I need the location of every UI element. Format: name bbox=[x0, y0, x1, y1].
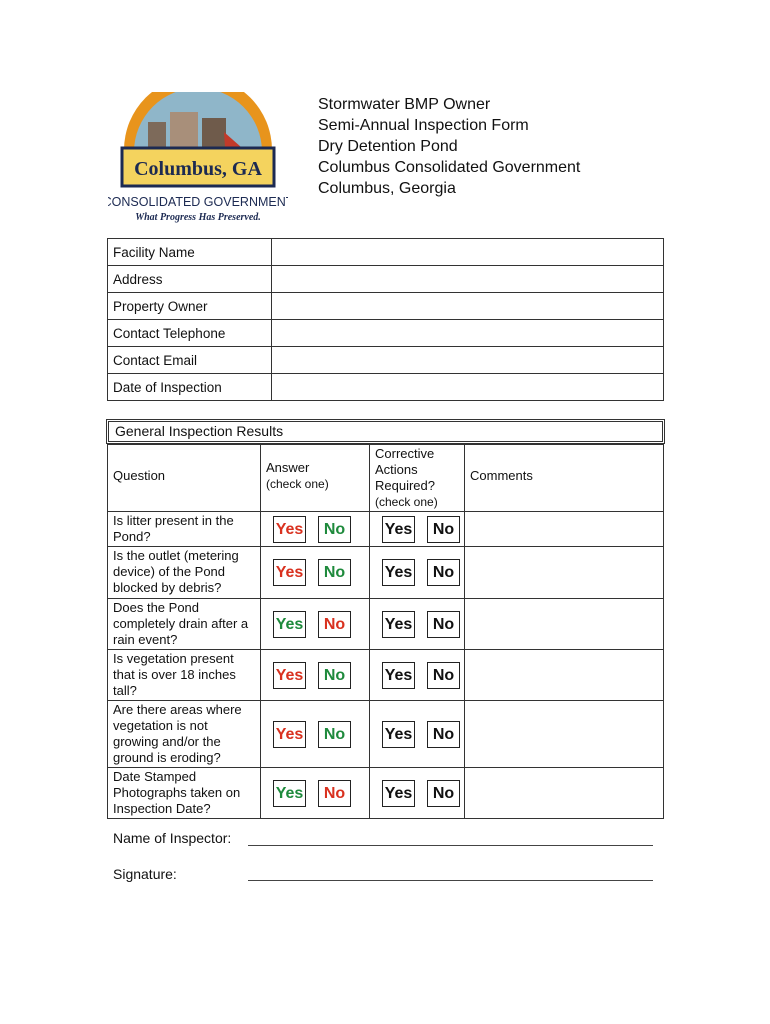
contact-email-field[interactable] bbox=[272, 347, 664, 374]
info-row bbox=[108, 239, 664, 266]
answer-header-note: (check one) bbox=[266, 477, 329, 491]
question-text: Date Stamped Photographs taken on Inspection Date? bbox=[108, 768, 261, 819]
answer-options bbox=[273, 611, 365, 638]
corrective-yes-box[interactable]: Yes bbox=[382, 780, 415, 807]
signature-label: Signature: bbox=[113, 866, 177, 882]
corrective-no-box[interactable]: No bbox=[427, 516, 460, 543]
answer-options bbox=[273, 662, 365, 689]
inspector-name-label: Name of Inspector: bbox=[113, 830, 232, 846]
comments-field[interactable] bbox=[465, 650, 664, 701]
info-row bbox=[108, 374, 664, 401]
answer-header bbox=[261, 445, 370, 512]
question-text: Does the Pond completely drain after a rain event? bbox=[108, 599, 261, 650]
signature-line[interactable] bbox=[248, 880, 653, 881]
inspection-row bbox=[108, 650, 664, 701]
facility-name-label: Facility Name bbox=[108, 239, 272, 266]
corrective-yes-box[interactable]: Yes bbox=[382, 611, 415, 638]
address-label: Address bbox=[108, 266, 272, 293]
answer-no-box[interactable]: No bbox=[318, 662, 351, 689]
question-text: Is the outlet (metering device) of the Pond blocked by debris? bbox=[108, 547, 261, 599]
answer-cell bbox=[261, 599, 370, 650]
answer-options bbox=[273, 516, 365, 543]
corrective-yes-box[interactable]: Yes bbox=[382, 516, 415, 543]
corrective-yes-box[interactable]: Yes bbox=[382, 662, 415, 689]
corrective-header-note: (check one) bbox=[375, 495, 438, 509]
results-body bbox=[108, 512, 664, 819]
answer-yes-box[interactable]: Yes bbox=[273, 662, 306, 689]
corrective-cell bbox=[370, 768, 465, 819]
corrective-cell bbox=[370, 512, 465, 547]
info-row bbox=[108, 266, 664, 293]
facility-name-field[interactable] bbox=[272, 239, 664, 266]
question-text: Is vegetation present that is over 18 inches tall? bbox=[108, 650, 261, 701]
comments-field[interactable] bbox=[465, 599, 664, 650]
inspection-results-table bbox=[107, 444, 664, 819]
title-line: Columbus Consolidated Government bbox=[318, 159, 581, 176]
answer-options bbox=[273, 780, 365, 807]
answer-yes-box[interactable]: Yes bbox=[273, 516, 306, 543]
corrective-no-box[interactable]: No bbox=[427, 662, 460, 689]
results-title: General Inspection Results bbox=[108, 421, 663, 442]
comments-field[interactable] bbox=[465, 701, 664, 768]
corrective-no-box[interactable]: No bbox=[427, 611, 460, 638]
answer-yes-box[interactable]: Yes bbox=[273, 780, 306, 807]
title-line: Dry Detention Pond bbox=[318, 138, 458, 155]
answer-no-box[interactable]: No bbox=[318, 611, 351, 638]
corrective-options bbox=[382, 559, 460, 586]
property-owner-field[interactable] bbox=[272, 293, 664, 320]
logo-line1: CONSOLIDATED GOVERNMENT bbox=[108, 195, 288, 209]
address-field[interactable] bbox=[272, 266, 664, 293]
answer-header-label: Answer bbox=[266, 460, 310, 475]
corrective-options bbox=[382, 611, 460, 638]
answer-cell bbox=[261, 768, 370, 819]
comments-field[interactable] bbox=[465, 768, 664, 819]
columbus-logo bbox=[108, 92, 288, 227]
title-line: Columbus, Georgia bbox=[318, 180, 456, 197]
corrective-header bbox=[370, 445, 465, 512]
comments-field[interactable] bbox=[465, 547, 664, 599]
answer-no-box[interactable]: No bbox=[318, 780, 351, 807]
property-owner-label: Property Owner bbox=[108, 293, 272, 320]
question-header: Question bbox=[108, 445, 261, 512]
form-title-block bbox=[318, 94, 580, 199]
inspection-row bbox=[108, 768, 664, 819]
answer-options bbox=[273, 559, 365, 586]
corrective-no-box[interactable]: No bbox=[427, 780, 460, 807]
date-of-inspection-field[interactable] bbox=[272, 374, 664, 401]
answer-options bbox=[273, 721, 365, 748]
corrective-yes-box[interactable]: Yes bbox=[382, 559, 415, 586]
logo-name: Columbus, GA bbox=[134, 158, 262, 180]
corrective-cell bbox=[370, 547, 465, 599]
contact-telephone-field[interactable] bbox=[272, 320, 664, 347]
corrective-header-label: Corrective Actions Required? bbox=[375, 446, 435, 493]
answer-yes-box[interactable]: Yes bbox=[273, 721, 306, 748]
question-text: Is litter present in the Pond? bbox=[108, 512, 261, 547]
corrective-no-box[interactable]: No bbox=[427, 559, 460, 586]
corrective-no-box[interactable]: No bbox=[427, 721, 460, 748]
corrective-options bbox=[382, 721, 460, 748]
corrective-options bbox=[382, 662, 460, 689]
answer-cell bbox=[261, 512, 370, 547]
date-of-inspection-label: Date of Inspection bbox=[108, 374, 272, 401]
answer-no-box[interactable]: No bbox=[318, 516, 351, 543]
answer-no-box[interactable]: No bbox=[318, 559, 351, 586]
inspection-row bbox=[108, 547, 664, 599]
title-line: Semi-Annual Inspection Form bbox=[318, 117, 529, 134]
corrective-cell bbox=[370, 650, 465, 701]
contact-email-label: Contact Email bbox=[108, 347, 272, 374]
results-header-row bbox=[108, 445, 664, 512]
title-line: Stormwater BMP Owner bbox=[318, 96, 491, 113]
info-row bbox=[108, 347, 664, 374]
inspection-row bbox=[108, 701, 664, 768]
answer-yes-box[interactable]: Yes bbox=[273, 559, 306, 586]
answer-cell bbox=[261, 701, 370, 768]
comments-field[interactable] bbox=[465, 512, 664, 547]
inspection-row bbox=[108, 599, 664, 650]
answer-no-box[interactable]: No bbox=[318, 721, 351, 748]
inspector-name-line[interactable] bbox=[248, 845, 653, 846]
question-text: Are there areas where vegetation is not growing and/or the ground is eroding? bbox=[108, 701, 261, 768]
corrective-cell bbox=[370, 599, 465, 650]
comments-header: Comments bbox=[465, 445, 664, 512]
inspection-row bbox=[108, 512, 664, 547]
corrective-options bbox=[382, 780, 460, 807]
corrective-cell bbox=[370, 701, 465, 768]
corrective-options bbox=[382, 516, 460, 543]
answer-yes-box[interactable]: Yes bbox=[273, 611, 306, 638]
answer-cell bbox=[261, 650, 370, 701]
corrective-yes-box[interactable]: Yes bbox=[382, 721, 415, 748]
logo-tagline: What Progress Has Preserved. bbox=[135, 212, 261, 223]
info-row bbox=[108, 293, 664, 320]
inspection-results-section bbox=[107, 420, 664, 819]
answer-cell bbox=[261, 547, 370, 599]
info-row bbox=[108, 320, 664, 347]
facility-info-table bbox=[107, 238, 664, 401]
contact-telephone-label: Contact Telephone bbox=[108, 320, 272, 347]
